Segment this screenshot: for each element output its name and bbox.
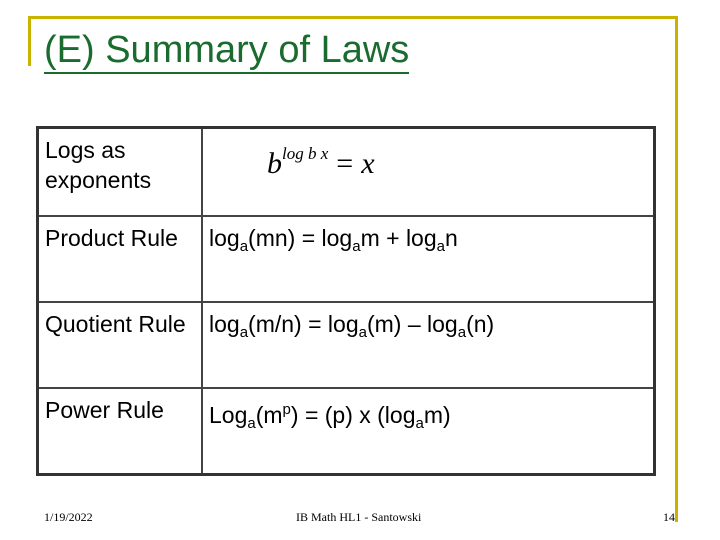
rule-formula: $\log_a(m/n) = \log_a(m) - \log_a(n)$ <box>202 302 655 388</box>
slide-title: (E) Summary of Laws <box>44 28 409 74</box>
footer-page-number: 14 <box>663 510 675 524</box>
frame-right-line <box>675 16 678 522</box>
rule-formula: $\log_a(mn) = \log_am + \log_an$ <box>202 216 655 302</box>
rule-name: Power Rule <box>38 388 203 475</box>
log-exponent-formula: $b^{log b x} = x$ <box>267 144 375 180</box>
footer-date: 1/19/2022 <box>44 510 93 524</box>
laws-table <box>36 126 656 476</box>
rule-name: Quotient Rule <box>38 302 203 388</box>
footer-course: IB Math HL1 - Santowski <box>296 510 422 524</box>
table-row <box>38 128 655 216</box>
frame-left-line <box>28 16 31 66</box>
table-row <box>38 216 655 302</box>
frame-top-line <box>28 16 678 19</box>
rule-name: Logs as exponents <box>38 128 203 216</box>
rule-formula: $Log_a(m^p) = (p)$ x $(\log_am)$ <box>202 388 655 475</box>
table-row <box>38 302 655 388</box>
rule-name: Product Rule <box>38 216 203 302</box>
table-row <box>38 388 655 475</box>
rule-formula <box>202 128 655 216</box>
